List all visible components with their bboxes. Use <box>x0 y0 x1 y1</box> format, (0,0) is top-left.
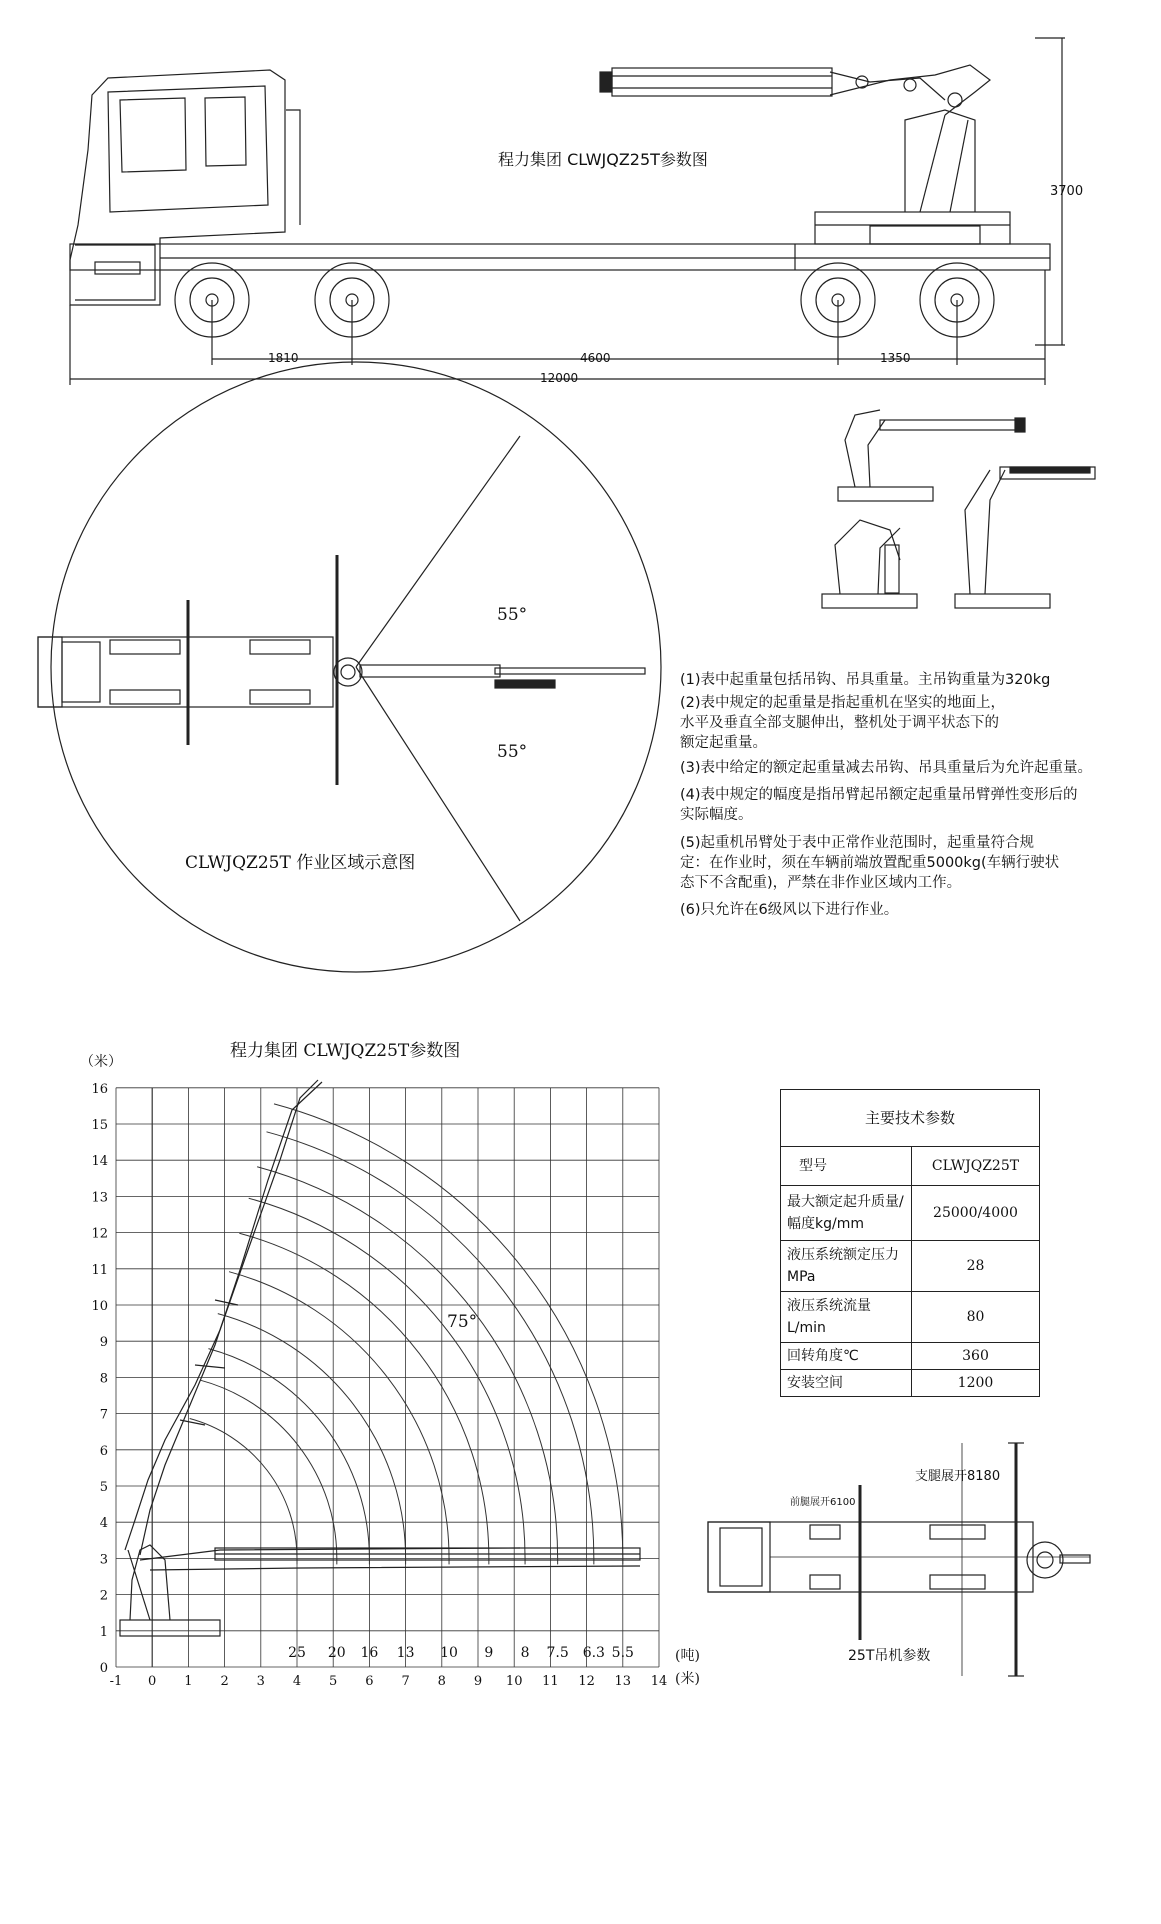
rear-leg-label: 支腿展开8180 <box>915 1469 1001 1484</box>
load-label: 8 <box>520 1645 530 1661</box>
spec-row <box>781 1147 1040 1186</box>
note-line: (6)只允许在6级风以下进行作业。 <box>680 902 899 918</box>
load-chart-radius-arcs <box>190 1104 623 1565</box>
spec-row <box>781 1292 1040 1343</box>
spec-row <box>781 1343 1040 1370</box>
spec-value: 1200 <box>912 1370 1040 1397</box>
y-tick-label: 15 <box>91 1118 108 1133</box>
x-tick-label: 5 <box>329 1674 338 1689</box>
work-zone-diagram <box>38 362 661 972</box>
radius-arc <box>190 1419 297 1559</box>
wheel-group <box>175 263 994 337</box>
spec-label: 回转角度℃ <box>781 1343 912 1370</box>
spec-label: 型号 <box>781 1147 912 1186</box>
note-line: (1)表中起重量包括吊钩、吊具重量。主吊钩重量为320kg <box>680 672 1051 688</box>
y-tick-label: 6 <box>99 1443 108 1459</box>
radius-arc <box>229 1272 449 1559</box>
load-label: 20 <box>327 1645 346 1661</box>
spec-row <box>781 1370 1040 1397</box>
load-unit-label: (吨) <box>675 1648 700 1664</box>
x-tick-label: 10 <box>505 1674 523 1689</box>
load-label: 13 <box>396 1645 415 1661</box>
y-tick-label: 11 <box>91 1262 108 1278</box>
note-line: 态下不含配重)，严禁在非作业区域内工作。 <box>680 875 962 891</box>
work-zone-title: CLWJQZ25T 作业区域示意图 <box>185 853 416 873</box>
truck-top-view <box>708 1443 1090 1676</box>
spec-value: CLWJQZ25T <box>912 1147 1040 1186</box>
y-tick-label: 5 <box>99 1480 108 1495</box>
radius-arc <box>218 1314 406 1559</box>
note-line: 水平及垂直全部支腿伸出，整机处于调平状态下的 <box>680 715 999 731</box>
radius-arc <box>249 1198 525 1558</box>
x-tick-label: 9 <box>473 1674 483 1689</box>
radius-arc <box>200 1380 337 1558</box>
x-tick-label: 8 <box>437 1674 446 1689</box>
x-tick-label: 6 <box>365 1674 374 1689</box>
front-leg-label: 前腿展开6100 <box>790 1497 856 1508</box>
spec-label: 最大额定起升质量/幅度kg/mm <box>781 1186 912 1241</box>
note-line: (5)起重机吊臂处于表中正常作业范围时，起重量符合规 <box>680 835 1035 851</box>
x-tick-label: 14 <box>650 1674 668 1689</box>
y-tick-label: 12 <box>91 1226 108 1242</box>
spec-table <box>780 1089 1040 1397</box>
x-tick-label: 4 <box>292 1674 302 1689</box>
spec-title-row <box>781 1090 1040 1147</box>
spec-value: 25000/4000 <box>912 1186 1040 1241</box>
angle-75-label: 75° <box>447 1312 478 1332</box>
spec-title: 主要技术参数 <box>781 1090 1040 1147</box>
spec-label: 液压系统额定压力MPa <box>781 1241 912 1292</box>
dim-label-1350: 1350 <box>880 351 911 365</box>
y-tick-label: 1 <box>99 1624 108 1640</box>
load-chart-title: 程力集团 CLWJQZ25T参数图 <box>230 1041 461 1061</box>
angle-bottom-label: 55° <box>497 742 528 762</box>
y-tick-label: 16 <box>91 1081 108 1097</box>
spec-row <box>781 1241 1040 1292</box>
note-line: 额定起重量。 <box>680 735 767 751</box>
x-axis-unit: (米) <box>675 1671 700 1687</box>
x-tick-label: 1 <box>184 1674 193 1689</box>
angle-top-label: 55° <box>497 605 528 625</box>
load-label: 9 <box>484 1645 494 1661</box>
radius-arc <box>267 1132 594 1559</box>
x-tick-label: 11 <box>542 1674 559 1689</box>
y-tick-label: 8 <box>99 1371 108 1387</box>
x-tick-label: 2 <box>220 1674 229 1689</box>
dim-label-4600: 4600 <box>580 351 611 365</box>
x-tick-label: -1 <box>109 1674 123 1689</box>
load-label: 6.3 <box>582 1645 605 1661</box>
height-dimension: 3700 <box>1050 184 1084 199</box>
truck-side-view <box>70 38 1065 385</box>
note-line: (2)表中规定的起重量是指起重机在坚实的地面上， <box>680 695 1006 711</box>
y-tick-label: 14 <box>91 1154 108 1170</box>
y-tick-label: 7 <box>99 1407 108 1423</box>
y-axis-tick-labels <box>91 1082 108 1676</box>
load-label: 7.5 <box>546 1645 569 1661</box>
y-tick-label: 2 <box>99 1588 108 1604</box>
note-line: (3)表中给定的额定起重量减去吊钩、吊具重量后为允许起重量。 <box>680 760 1093 776</box>
x-tick-label: 0 <box>148 1674 157 1689</box>
dim-label-1810: 1810 <box>268 351 299 365</box>
y-tick-label: 3 <box>99 1552 108 1568</box>
load-label: 5.5 <box>611 1645 634 1661</box>
spec-value: 360 <box>912 1343 1040 1370</box>
y-tick-label: 0 <box>99 1661 108 1676</box>
radius-arc <box>257 1167 558 1559</box>
load-label: 16 <box>360 1645 379 1661</box>
side-view-title: 程力集团 CLWJQZ25T参数图 <box>498 150 708 169</box>
total-length-label: 12000 <box>540 371 579 385</box>
y-tick-label: 4 <box>99 1516 108 1532</box>
load-label: 10 <box>440 1645 458 1661</box>
note-line: 定：在作业时，须在车辆前端放置配重5000kg(车辆行驶状 <box>680 855 1060 871</box>
y-tick-label: 10 <box>91 1299 108 1314</box>
top-view-title: 25T吊机参数 <box>848 1648 931 1664</box>
load-capacity-labels <box>288 1645 634 1661</box>
spec-value: 28 <box>912 1241 1040 1292</box>
x-axis-tick-labels <box>110 1674 668 1689</box>
crane-pose-thumbnails <box>822 410 1095 608</box>
spec-label: 安装空间 <box>781 1370 912 1397</box>
spec-value: 80 <box>912 1292 1040 1343</box>
note-line: 实际幅度。 <box>680 807 753 823</box>
x-tick-label: 13 <box>614 1674 632 1689</box>
radius-arc <box>208 1349 369 1559</box>
spec-row <box>781 1186 1040 1241</box>
spec-label: 液压系统流量L/min <box>781 1292 912 1343</box>
y-axis-unit: （米） <box>80 1054 122 1070</box>
load-label: 25 <box>288 1645 306 1661</box>
x-tick-label: 3 <box>256 1674 265 1689</box>
y-tick-label: 13 <box>91 1190 108 1206</box>
x-tick-label: 7 <box>401 1674 410 1689</box>
crane-boom-drawing <box>120 1080 640 1636</box>
x-tick-label: 12 <box>578 1674 595 1689</box>
note-line: (4)表中规定的幅度是指吊臂起吊额定起重量吊臂弹性变形后的 <box>680 787 1078 803</box>
y-tick-label: 9 <box>99 1335 108 1351</box>
